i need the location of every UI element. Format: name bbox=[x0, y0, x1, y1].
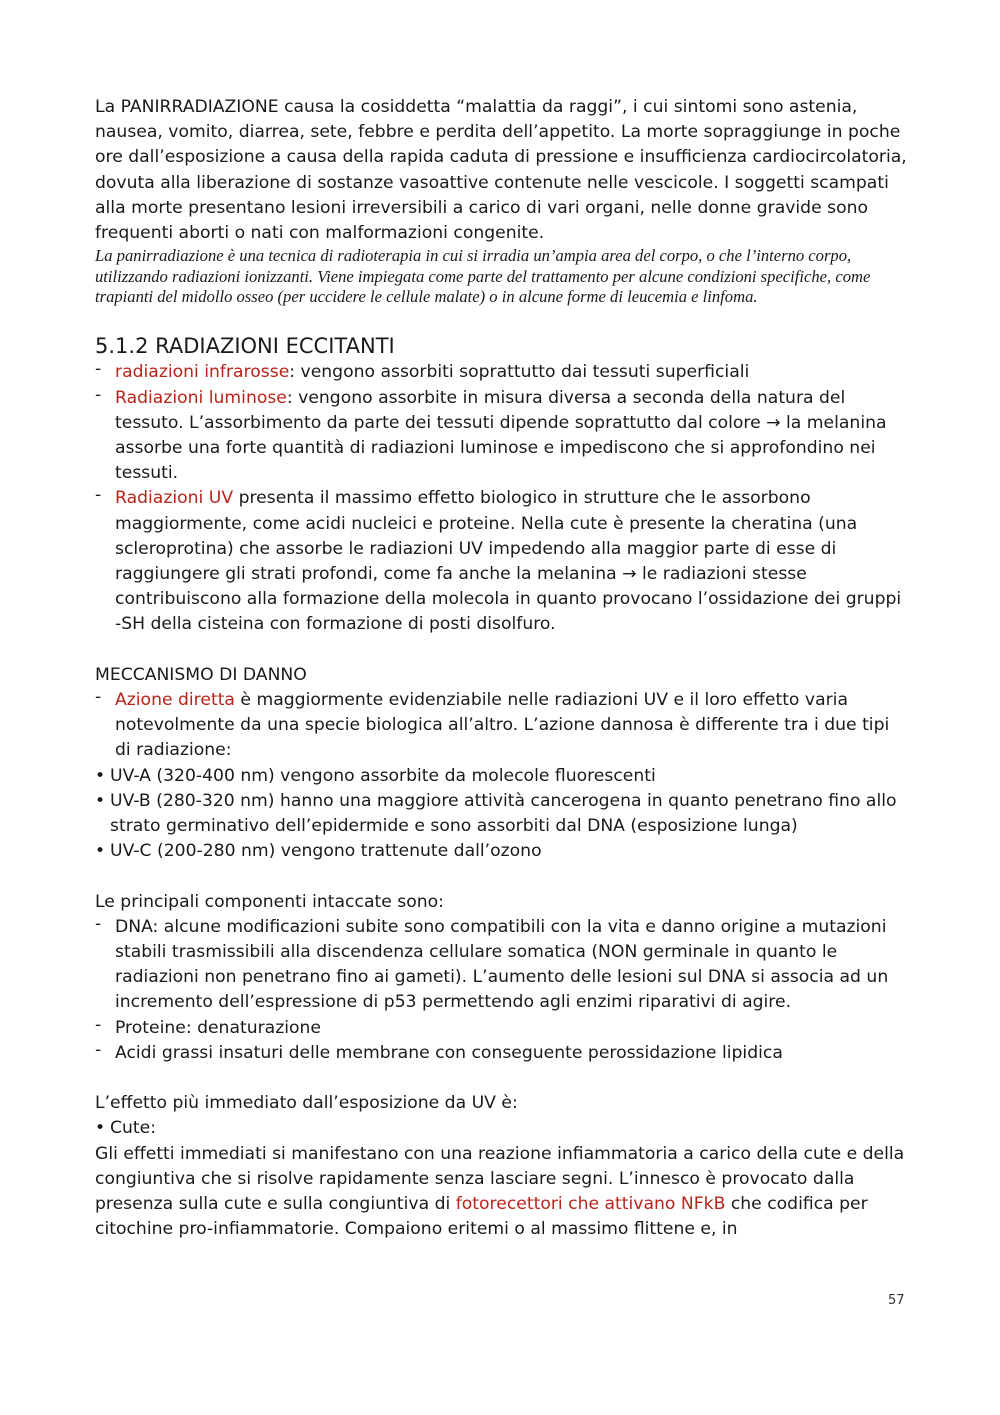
page-number: 57 bbox=[888, 1293, 905, 1308]
paragraph-panirradiazione: La PANIRRADIAZIONE causa la cosiddetta “malattia da raggi”, i cui sintomi sono astenia, nausea, vomito, diarrea, sete, febbre e perdita dell’appetito. La morte sopraggiunge in poche ore dall’esposizione a causa della rapida caduta di pressione e insufficienza cardiocircolatoria, dovuta alla liberazione di sostanze vasoattive contenute nelle vescicole. I soggetti scampati alla morte presentano lesioni irreversibili a carico di vari organi, nelle donne gravide sono frequenti aborti o nati con malformazioni congenite. bbox=[95, 97, 907, 244]
list-item bbox=[95, 360, 910, 385]
list-item-text: presenta il massimo effetto biologico in strutture che le assorbono maggiormente, come acidi nucleici e proteine. Nella cute è presente la cheratina (una scleroprotina) che assorbe le radiazioni UV impedendo alla maggior parte di esse di raggiungere gli strati profondi, come fa anche la melanina → le radiazioni stesse contribuiscono alla formazione della molecola in quanto provocano l’ossidazione dei gruppi -SH della cisteina con formazione di posti disolfuro. bbox=[115, 488, 902, 635]
list-item bbox=[95, 688, 910, 764]
bullet-item bbox=[95, 764, 910, 789]
page-body bbox=[95, 95, 910, 1243]
paragraph-cute bbox=[95, 1142, 910, 1243]
paragraph-text: Gli effetti immediati si manifestano con una reazione infiammatoria a carico della cute e della congiuntiva che si risolve rapidamente senza lasciare segni. L’innesco è provocato dalla presenza sulla cute e sulla congiuntiva di bbox=[95, 1143, 905, 1215]
dash-marker bbox=[95, 386, 115, 487]
bullet-item bbox=[95, 1116, 910, 1141]
dash-marker bbox=[95, 1041, 115, 1066]
meccanismo-title: MECCANISMO DI DANNO bbox=[95, 664, 307, 685]
list-item bbox=[95, 1041, 910, 1066]
list-item bbox=[95, 486, 910, 637]
bullet-marker: • bbox=[95, 765, 106, 786]
dash-marker bbox=[95, 915, 115, 1016]
footnote-panirradiazione: La panirradiazione è una tecnica di radioterapia in cui si irradia un’ampia area del corpo, o che l’interno corpo, utilizzando radiazioni ionizzanti. Viene impiegata come parte del trattamento per alcune condizioni specifiche, come trapianti del midollo osseo (per uccidere le cellule malate) o in alcune forme di leucemia e linfoma. bbox=[95, 246, 871, 307]
bullet-marker: • bbox=[95, 841, 106, 862]
bullet-text: UV-A (320-400 nm) vengono assorbite da molecole fluorescenti bbox=[110, 765, 656, 786]
bullet-text: UV-C (200-280 nm) vengono trattenute dall’ozono bbox=[110, 841, 542, 862]
dash-marker bbox=[95, 486, 115, 637]
list-item bbox=[95, 386, 910, 487]
highlight-term: Radiazioni luminose bbox=[115, 387, 287, 408]
list-item-text: è maggiormente evidenziabile nelle radiazioni UV e il loro effetto varia notevolmente da una specie biologica all’altro. L’azione dannosa è differente tra i due tipi di radiazione: bbox=[115, 690, 890, 761]
bullet-marker: • bbox=[95, 790, 106, 811]
list-item-text: : vengono assorbite in misura diversa a seconda della natura del tessuto. L’assorbimento da parte dei tessuti dipende soprattutto dal colore → la melanina assorbe una forte quantità di radiazioni luminose e impediscono che si approfondino nei tessuti. bbox=[115, 387, 887, 484]
list-item bbox=[95, 1016, 910, 1041]
highlight-term: radiazioni infrarosse bbox=[115, 362, 290, 383]
list-item-text: Acidi grassi insaturi delle membrane con conseguente perossidazione lipidica bbox=[115, 1042, 783, 1063]
effetto-title: L’effetto più immediato dall’esposizione da UV è: bbox=[95, 1093, 518, 1114]
list-item-text: Proteine: denaturazione bbox=[115, 1017, 321, 1038]
bullet-text: UV-B (280-320 nm) hanno una maggiore attività cancerogena in quanto penetrano fino allo strato germinativo dell’epidermide e sono assorbiti dal DNA (esposizione lunga) bbox=[110, 790, 897, 837]
componenti-title: Le principali componenti intaccate sono: bbox=[95, 891, 444, 912]
highlight-term: Azione diretta bbox=[115, 690, 235, 711]
bullet-item bbox=[95, 789, 910, 839]
list-item bbox=[95, 915, 910, 1016]
dash-marker bbox=[95, 688, 115, 764]
highlight-term: Radiazioni UV bbox=[115, 488, 234, 509]
highlight-term: fotorecettori che attivano NFkB bbox=[455, 1194, 726, 1215]
bullet-text: Cute: bbox=[110, 1118, 156, 1139]
paragraph-text: che codifica per citochine pro-infiammatorie. Compaiono eritemi o al massimo flittene e, in bbox=[95, 1194, 868, 1240]
list-item-text: DNA: alcune modificazioni subite sono compatibili con la vita e danno origine a mutazioni stabili trasmissibili alla discendenza cellulare somatica (NON germinale in quanto le radiazioni non penetrano fino ai gameti). L’aumento delle lesioni sul DNA si associa ad un incremento dell’espressione di p53 permettendo agli enzimi riparativi di agire. bbox=[115, 916, 889, 1013]
bullet-item bbox=[95, 839, 910, 864]
section-heading: 5.1.2 RADIAZIONI ECCITANTI bbox=[95, 334, 395, 359]
list-item-text: : vengono assorbiti soprattutto dai tessuti superficiali bbox=[289, 362, 750, 383]
bullet-marker: • bbox=[95, 1118, 106, 1139]
